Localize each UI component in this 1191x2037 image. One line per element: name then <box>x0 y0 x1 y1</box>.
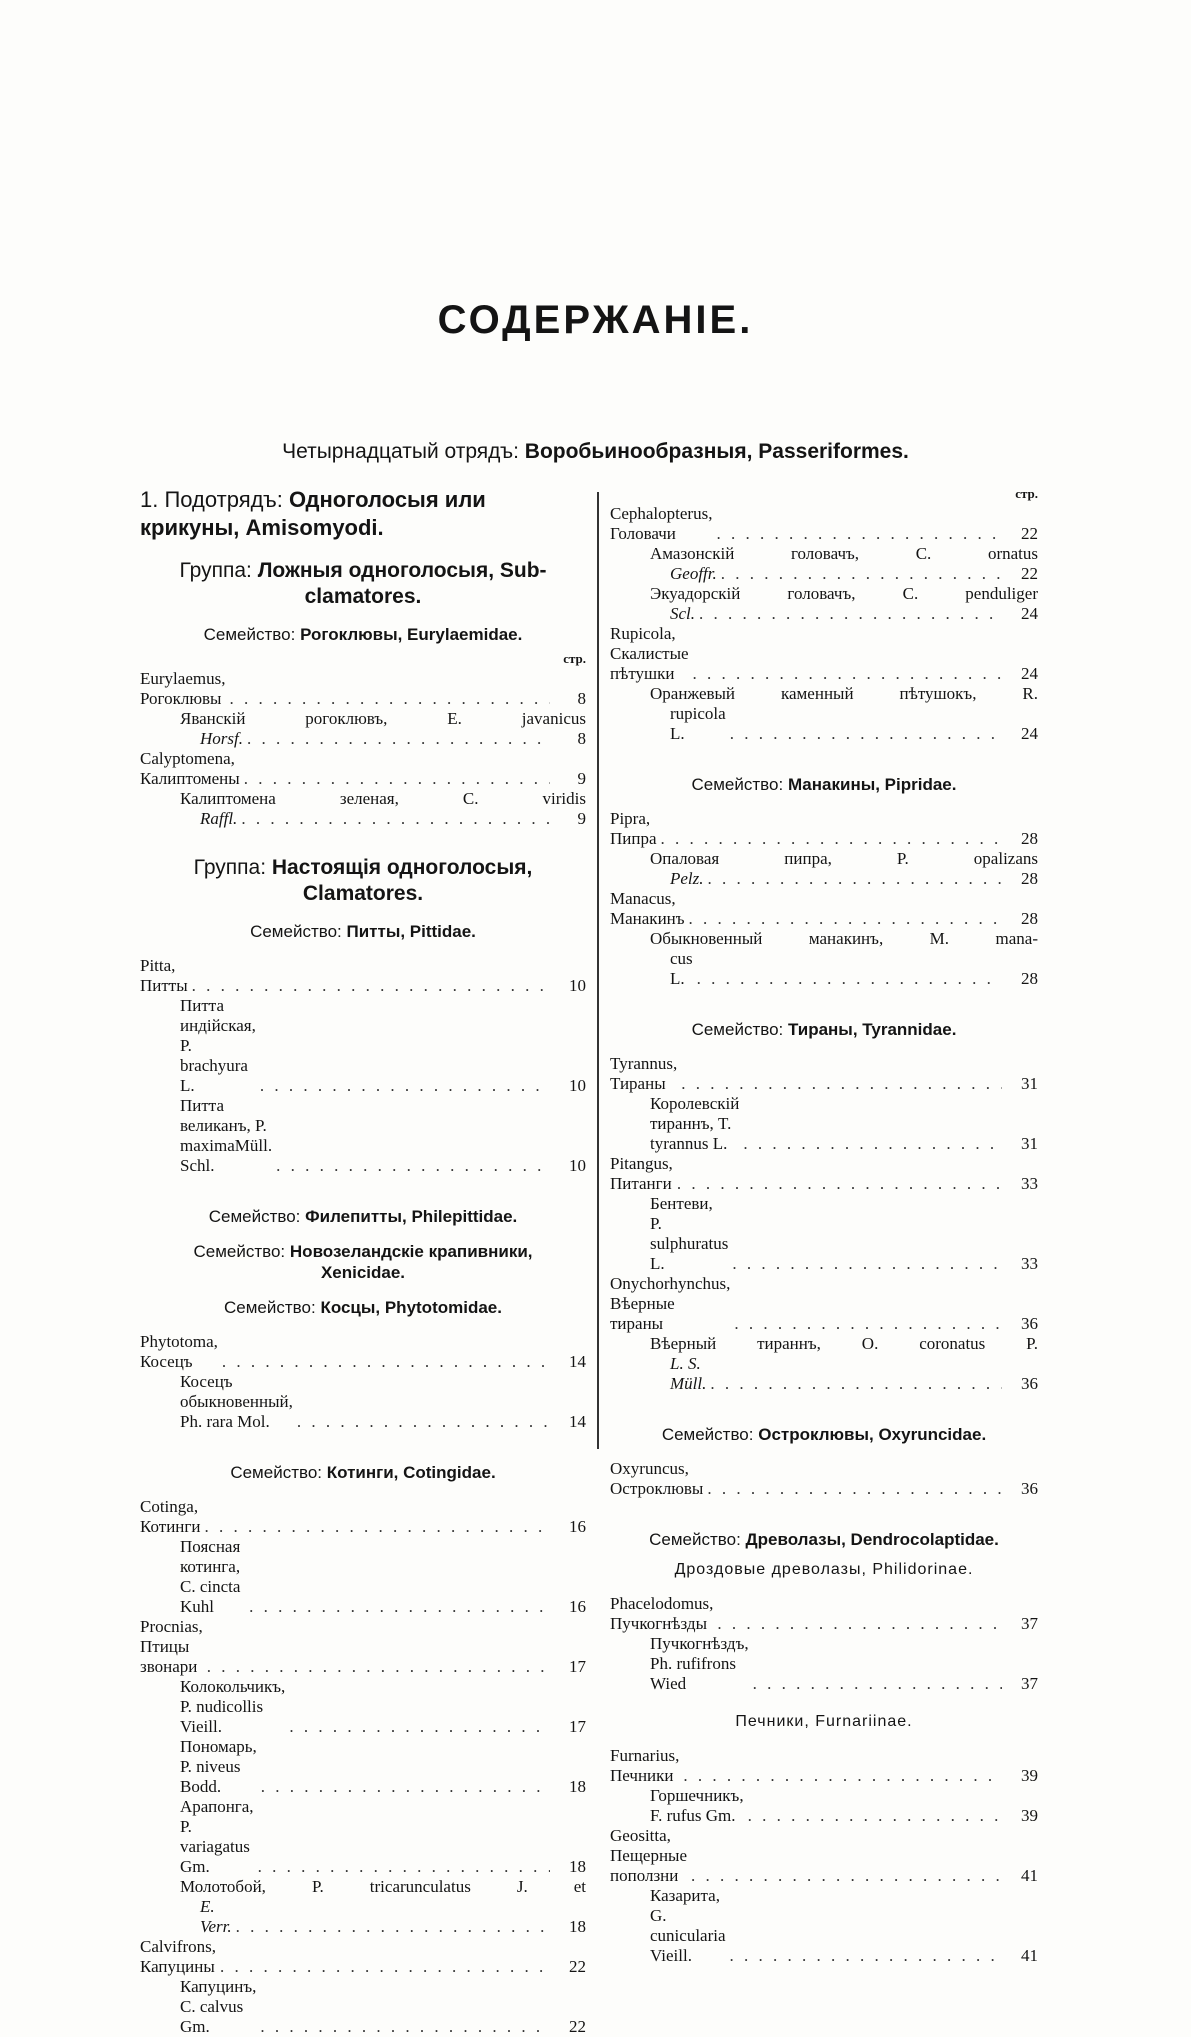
toc-entry-c-ornatus[interactable]: Амазонскiй головачъ, C. ornatus Geoffr. . . . 22 <box>610 544 1038 584</box>
toc-entry-t-tyrannus[interactable]: Королевскiй тираннъ, T. tyrannus L. . . . 31 <box>610 1094 1038 1154</box>
toc-entry-p-variagatus[interactable]: Арапонга, P. variagatus Gm. . . . 18 <box>140 1797 586 1877</box>
toc-entry-geositta[interactable]: Geositta, Пещерные поползни . . . 41 <box>610 1826 1038 1886</box>
left-column <box>140 486 586 2037</box>
family-heading-xenicidae: Семейство: Новозеландскiе крапивники, Xenicidae. <box>193 1242 533 1282</box>
toc-entry-e-javanicus[interactable]: Яванскiй рогоклювъ, E. javanicus Horsf. . . . 8 <box>140 709 586 749</box>
toc-entry-ph-rara[interactable]: Косецъ обыкновенный, Ph. rara Mol. . . . 14 <box>140 1372 586 1432</box>
toc-entry-onychorhynchus[interactable]: Onychorhynchus, Вѣерные тираны . . . 36 <box>610 1274 1038 1334</box>
toc-entry-p-brachyura[interactable]: Питта индiйская, P. brachyura L. . . . 10 <box>140 996 586 1096</box>
toc-entry-cotinga[interactable]: Cotinga, Котинги . . . 16 <box>140 1497 586 1537</box>
toc-entry-cephalopterus[interactable]: Cephalopterus, Головачи . . . 22 <box>610 504 1038 544</box>
toc-entry-oxyruncus[interactable]: Oxyruncus, Остроклювы . . . 36 <box>610 1459 1038 1499</box>
toc-entry-p-tricarunculatus[interactable]: Молотобой, P. tricarunculatus J. et E. Verr. . . . 18 <box>140 1877 586 1937</box>
family-heading-philepittidae: Семейство: Филепитты, Philepittidae. <box>208 1207 518 1226</box>
order-name: Воробьинообразныя, Passeriformes. <box>524 440 909 463</box>
toc-entry-o-coronatus[interactable]: Вѣерный тираннъ, O. coronatus P. L. S. Müll. . . . 36 <box>610 1334 1038 1394</box>
group-heading-subclamatores: Группа: Ложныя одноголосыя, Sub- clamatores. <box>179 559 547 608</box>
toc-entry-tyrannus[interactable]: Tyrannus, Тираны . . . 31 <box>610 1054 1038 1094</box>
subfamily-heading-furnariinae: Печники, Furnariinae. <box>735 1713 913 1730</box>
toc-entry-p-opalizans[interactable]: Опаловая пипра, P. opalizans Pelz. . . . 28 <box>610 849 1038 889</box>
right-column <box>610 486 1038 1966</box>
page-title: СОДЕРЖАНIЕ. <box>437 298 754 342</box>
toc-entry-phacelodomus[interactable]: Phacelodomus, Пучкогнѣзды . . . 37 <box>610 1594 1038 1634</box>
family-heading-eurylaemidae: Семейство: Рогоклювы, Eurylaemidae. <box>203 625 523 644</box>
family-heading-cotingidae: Семейство: Котинги, Cotingidae. <box>230 1463 496 1482</box>
toc-entry-ph-rufifrons[interactable]: Пучкогнѣздъ, Ph. rufifrons Wied . . . 37 <box>610 1634 1038 1694</box>
suborder-heading: 1. Подотрядъ: Одноголосыя или крикуны, Amisomyodi. <box>140 487 486 540</box>
toc-entry-c-penduliger[interactable]: Экуадорскiй головачъ, C. penduliger Scl. . . . 24 <box>610 584 1038 624</box>
family-heading-pittidae: Семейство: Питты, Pittidae. <box>250 922 476 941</box>
toc-entry-c-calvus[interactable]: Капуцинъ, C. calvus Gm. . . . 22 <box>140 1977 586 2037</box>
toc-entry-p-niveus[interactable]: Пономарь, P. niveus Bodd. . . . 18 <box>140 1737 586 1797</box>
toc-entry-c-viridis[interactable]: Калиптомена зеленая, C. viridis Raffl. . . . 9 <box>140 789 586 829</box>
order-heading <box>0 440 1191 464</box>
toc-entry-p-maxima[interactable]: Питта великанъ, P. maximaMüll. Schl. . . . 10 <box>140 1096 586 1176</box>
column-divider <box>597 492 599 1449</box>
toc-entry-rupicola[interactable]: Rupicola, Скалистые пѣтушки . . . 24 <box>610 624 1038 684</box>
family-heading-dendrocolaptidae: Семейство: Древолазы, Dendrocolaptidae. <box>649 1530 999 1549</box>
toc-entry-calyptomena[interactable]: Calyptomena, Калиптомены . . . 9 <box>140 749 586 789</box>
page-column-label: стр. <box>563 651 586 666</box>
family-heading-oxyruncidae: Семейство: Остроклювы, Oxyruncidae. <box>661 1425 987 1444</box>
family-heading-pipridae: Семейство: Манакины, Pipridae. <box>691 775 957 794</box>
toc-entry-pipra[interactable]: Pipra, Пипра . . . 28 <box>610 809 1038 849</box>
order-prefix: Четырнадцатый отрядъ: <box>282 440 519 463</box>
toc-entry-p-sulphuratus[interactable]: Бентеви, P. sulphuratus L. . . . 33 <box>610 1194 1038 1274</box>
toc-entry-calvifrons[interactable]: Calvifrons, Капуцины . . . 22 <box>140 1937 586 1977</box>
toc-entry-p-nudicollis[interactable]: Колокольчикъ, P. nudicollis Vieill. . . . 17 <box>140 1677 586 1737</box>
toc-entry-phytotoma[interactable]: Phytotoma, Косецъ . . . 14 <box>140 1332 586 1372</box>
toc-entry-m-manacus[interactable]: Обыкновенный манакинъ, M. mana- cus L. . . . 28 <box>610 929 1038 989</box>
toc-entry-procnias[interactable]: Procnias, Птицы звонари . . . 17 <box>140 1617 586 1677</box>
toc-entry-r-rupicola[interactable]: Оранжевый каменный пѣтушокъ, R. rupicola L. . . . 24 <box>610 684 1038 744</box>
toc-entry-manacus[interactable]: Manacus, Манакинъ . . . 28 <box>610 889 1038 929</box>
toc-entry-c-cincta[interactable]: Поясная котинга, C. cincta Kuhl . . . 16 <box>140 1537 586 1617</box>
family-heading-tyrannidae: Семейство: Тираны, Tyrannidae. <box>691 1020 957 1039</box>
toc-entry-f-rufus[interactable]: Горшечникъ, F. rufus Gm. . . . 39 <box>610 1786 1038 1826</box>
toc-entry-pitangus[interactable]: Pitangus, Питанги . . . 33 <box>610 1154 1038 1194</box>
page-column-label: стр. <box>1015 486 1038 501</box>
subfamily-heading-philidorinae: Дроздовые древолазы, Philidorinae. <box>674 1561 974 1578</box>
toc-entry-g-cunicularia[interactable]: Казарита, G. cunicularia Vieill. . . . 41 <box>610 1886 1038 1966</box>
toc-entry-pitta[interactable]: Pitta, Питты . . . 10 <box>140 956 586 996</box>
group-heading-clamatores: Группа: Настоящiя одноголосыя, Clamatores. <box>193 856 533 905</box>
toc-entry-furnarius[interactable]: Furnarius, Печники . . . 39 <box>610 1746 1038 1786</box>
family-heading-phytotomidae: Семейство: Косцы, Phytotomidae. <box>224 1298 502 1317</box>
toc-entry-eurylaemus[interactable]: Eurylaemus, Рогоклювы . . . 8 <box>140 669 586 709</box>
